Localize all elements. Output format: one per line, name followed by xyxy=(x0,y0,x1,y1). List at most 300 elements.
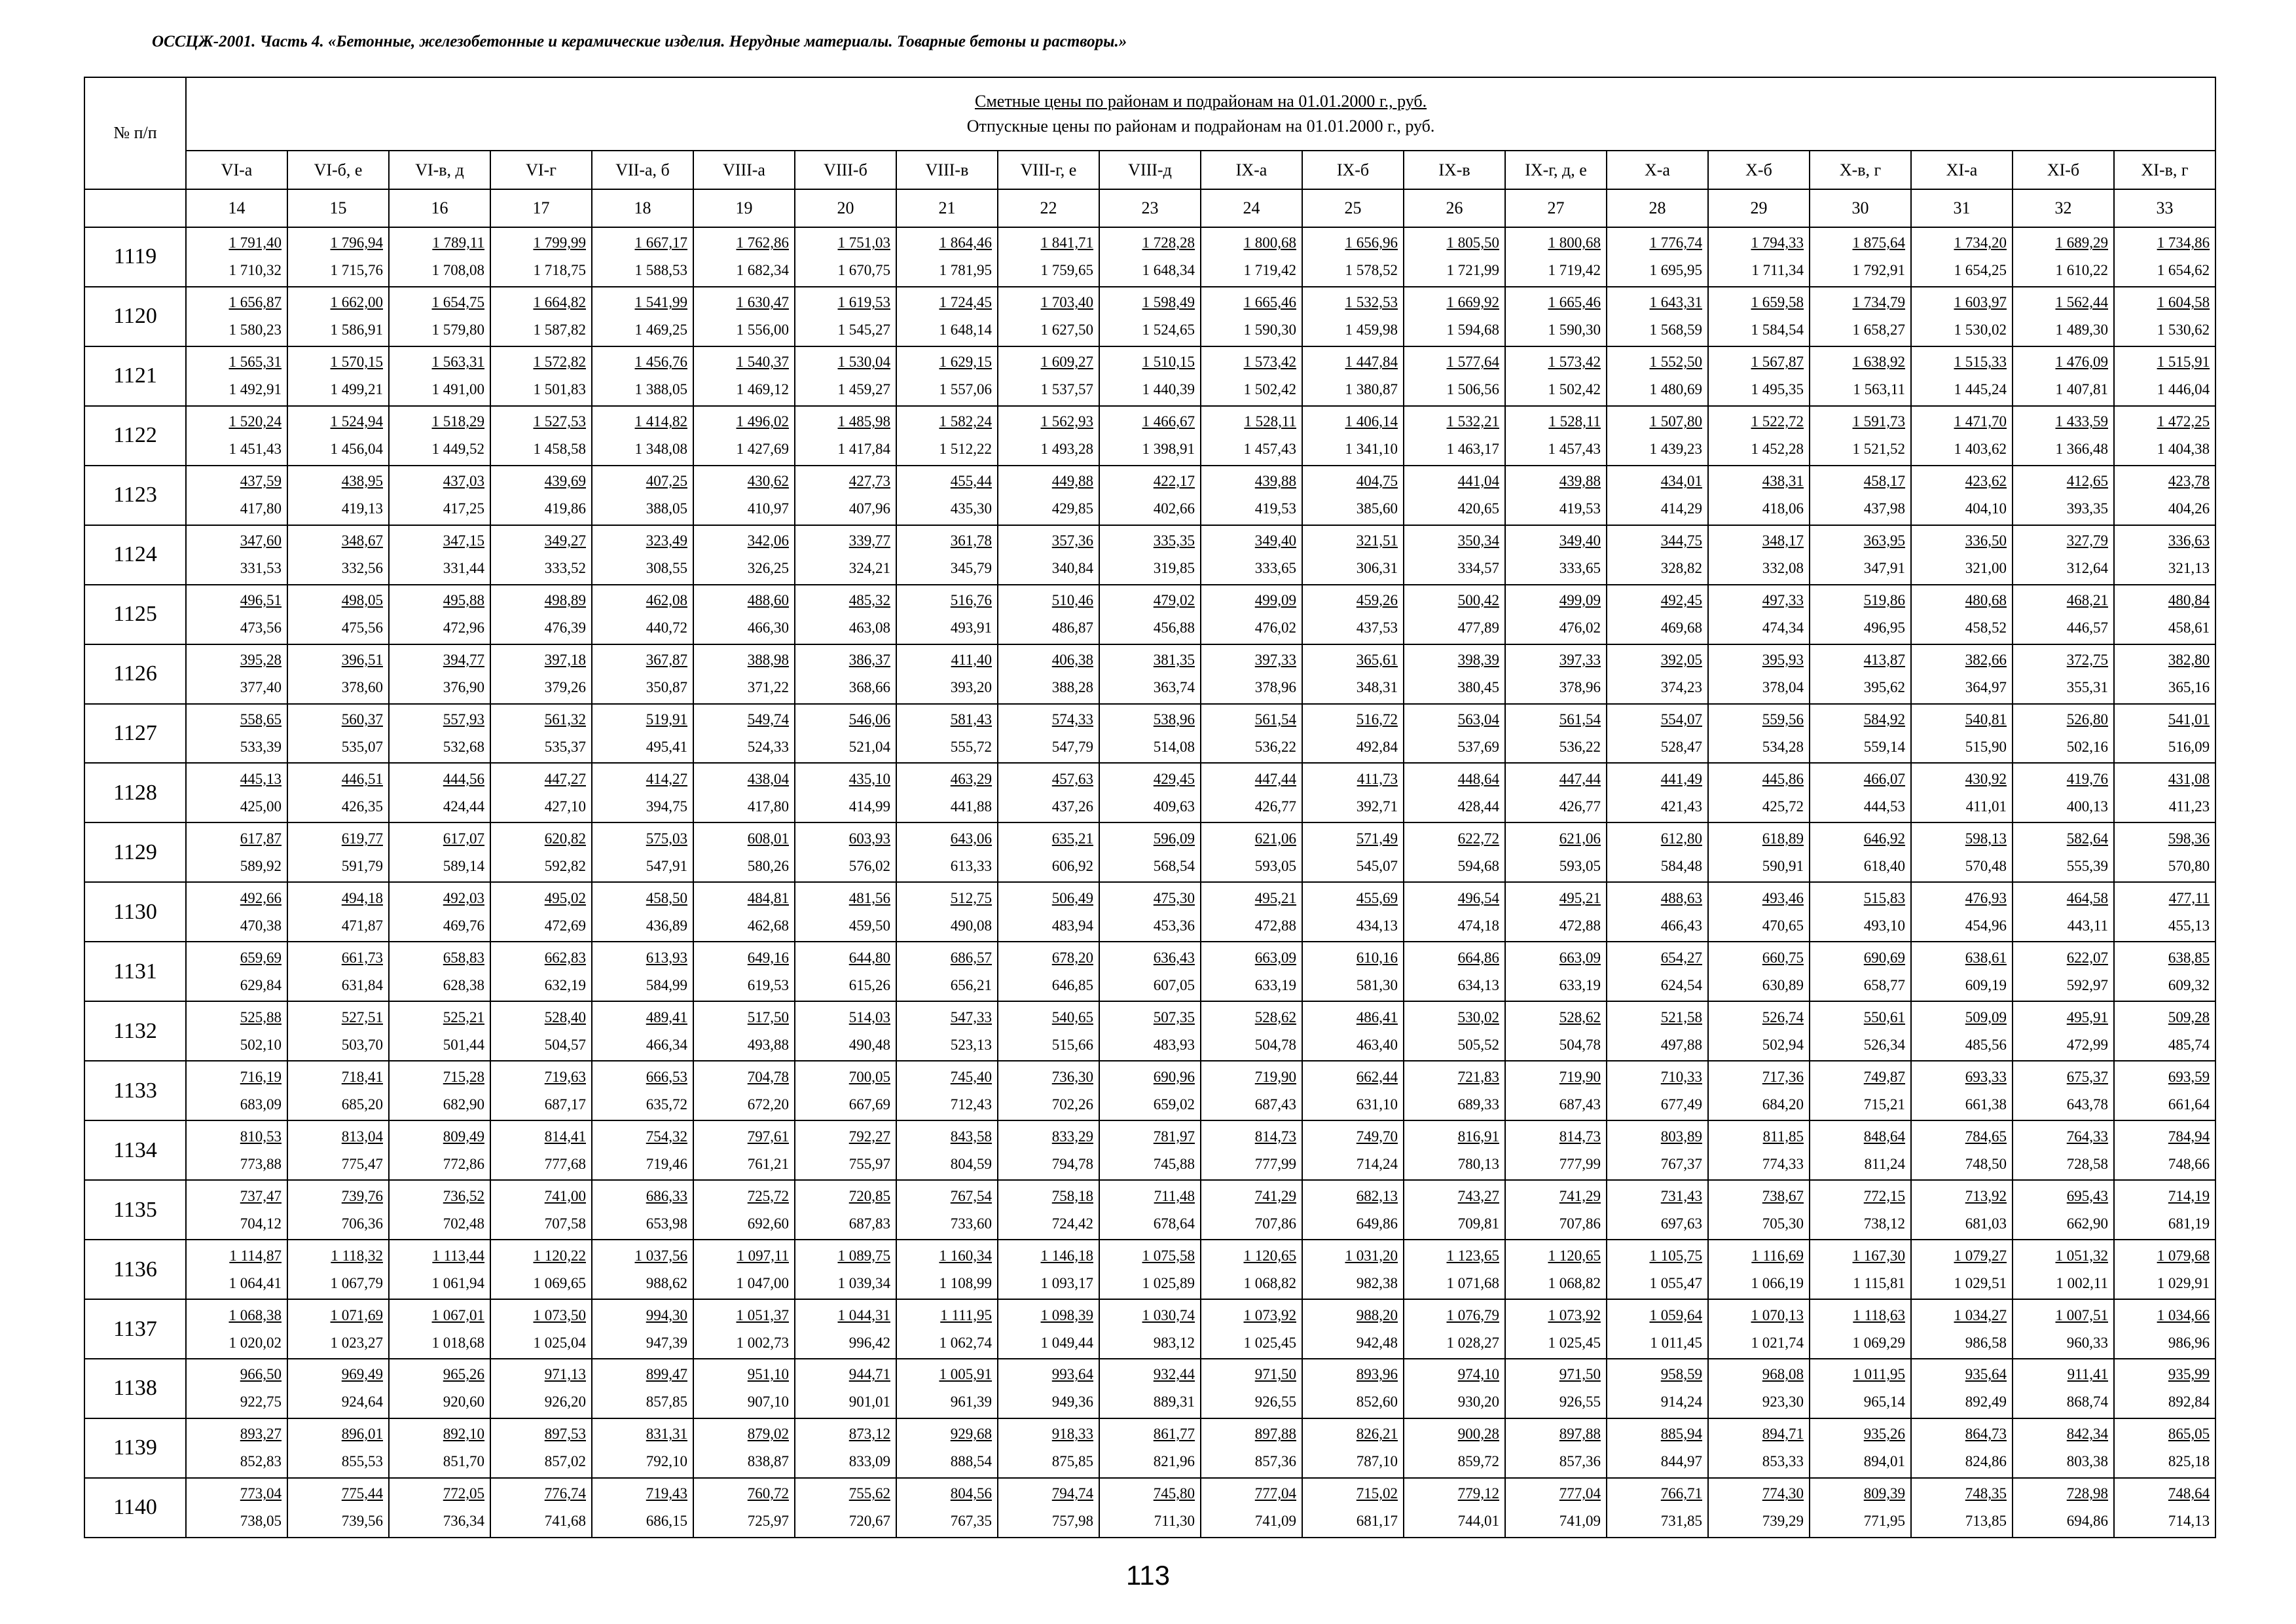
price-cell xyxy=(693,1299,795,1359)
otpusk-price: 1 439,23 xyxy=(1649,441,1702,458)
price-cell xyxy=(592,406,693,466)
smeta-price: 775,44 xyxy=(341,1485,383,1502)
smeta-price: 525,21 xyxy=(443,1008,484,1025)
smeta-price: 485,32 xyxy=(848,592,890,609)
price-cell xyxy=(693,525,795,585)
otpusk-price: 892,49 xyxy=(1965,1393,2007,1411)
price-cell xyxy=(2114,644,2215,704)
otpusk-price: 434,13 xyxy=(1356,917,1398,934)
smeta-price: 1 510,15 xyxy=(1142,354,1195,371)
otpusk-price: 535,07 xyxy=(341,738,383,755)
smeta-price: 900,28 xyxy=(1457,1426,1499,1443)
otpusk-price: 502,10 xyxy=(240,1036,282,1053)
otpusk-price: 590,91 xyxy=(1762,857,1804,874)
otpusk-price: 606,92 xyxy=(1051,857,1093,874)
price-cell xyxy=(186,346,287,406)
price-cell xyxy=(186,1240,287,1299)
otpusk-price: 495,41 xyxy=(646,738,687,755)
otpusk-price: 458,52 xyxy=(1965,619,2007,637)
price-cell xyxy=(2114,406,2215,466)
smeta-price: 464,58 xyxy=(2066,889,2108,906)
price-cell xyxy=(592,1061,693,1120)
price-cell xyxy=(2114,942,2215,1001)
smeta-price: 781,97 xyxy=(1153,1128,1195,1145)
smeta-price: 1 875,64 xyxy=(1852,234,1905,251)
smeta-price: 365,61 xyxy=(1356,652,1398,669)
otpusk-price: 852,83 xyxy=(240,1453,282,1470)
smeta-price: 507,35 xyxy=(1153,1008,1195,1025)
smeta-price: 644,80 xyxy=(848,949,890,966)
smeta-price: 1 669,92 xyxy=(1446,294,1499,311)
row-number: 1140 xyxy=(84,1478,186,1538)
smeta-price: 1 776,74 xyxy=(1649,234,1702,251)
smeta-price: 743,27 xyxy=(1457,1187,1499,1204)
otpusk-price: 804,59 xyxy=(950,1155,992,1172)
smeta-price: 437,03 xyxy=(443,473,484,490)
otpusk-price: 424,44 xyxy=(443,798,484,815)
smeta-price: 1 724,45 xyxy=(939,294,992,311)
smeta-price: 865,05 xyxy=(2168,1426,2210,1443)
otpusk-price: 1 025,04 xyxy=(533,1334,586,1351)
smeta-price: 557,93 xyxy=(443,710,484,728)
column-number: 26 xyxy=(1404,189,1505,227)
price-cell xyxy=(1302,942,1404,1001)
smeta-price: 444,56 xyxy=(443,770,484,787)
smeta-price: 715,02 xyxy=(1356,1485,1398,1502)
price-cell xyxy=(2114,346,2215,406)
smeta-price: 434,01 xyxy=(1660,473,1702,490)
smeta-price: 988,20 xyxy=(1356,1306,1398,1323)
row-number: 1121 xyxy=(84,346,186,406)
otpusk-price: 681,19 xyxy=(2168,1215,2210,1232)
price-cell xyxy=(2114,227,2215,287)
smeta-price: 893,96 xyxy=(1356,1366,1398,1383)
smeta-price: 411,73 xyxy=(1357,770,1398,787)
price-cell xyxy=(693,644,795,704)
otpusk-price: 485,56 xyxy=(1965,1036,2007,1053)
smeta-price: 678,20 xyxy=(1051,949,1093,966)
smeta-price: 547,33 xyxy=(950,1008,992,1025)
otpusk-price: 859,72 xyxy=(1457,1453,1499,1470)
smeta-price: 1 638,92 xyxy=(1852,354,1905,371)
price-cell xyxy=(1099,287,1201,346)
row-number: 1132 xyxy=(84,1001,186,1061)
otpusk-price: 615,26 xyxy=(848,976,890,993)
smeta-price: 755,62 xyxy=(848,1485,890,1502)
price-cell xyxy=(2013,1180,2114,1240)
price-cell xyxy=(795,1418,896,1478)
otpusk-price: 435,30 xyxy=(950,500,992,517)
smeta-price: 571,49 xyxy=(1356,830,1398,847)
smeta-price: 1 805,50 xyxy=(1446,234,1499,251)
price-cell xyxy=(1911,406,2013,466)
otpusk-price: 306,31 xyxy=(1356,560,1398,577)
otpusk-price: 526,34 xyxy=(1863,1036,1905,1053)
price-cell xyxy=(490,227,592,287)
smeta-price: 514,03 xyxy=(848,1008,890,1025)
price-cell xyxy=(1911,346,2013,406)
smeta-price: 1 703,40 xyxy=(1040,294,1093,311)
price-cell xyxy=(389,763,490,822)
otpusk-price: 1 068,82 xyxy=(1548,1274,1601,1291)
smeta-price: 603,93 xyxy=(848,830,890,847)
smeta-price: 495,91 xyxy=(2066,1008,2108,1025)
price-cell xyxy=(998,822,1099,882)
otpusk-price: 388,28 xyxy=(1051,679,1093,696)
price-cell xyxy=(693,822,795,882)
price-cell xyxy=(490,704,592,764)
smeta-price: 971,50 xyxy=(1559,1366,1601,1383)
price-cell xyxy=(1708,406,1810,466)
price-cell xyxy=(1708,1359,1810,1418)
otpusk-price: 1 545,27 xyxy=(837,322,890,339)
price-cell xyxy=(1099,406,1201,466)
price-cell xyxy=(1404,1359,1505,1418)
price-cell xyxy=(998,466,1099,525)
otpusk-price: 411,01 xyxy=(1965,798,2007,815)
smeta-price: 666,53 xyxy=(646,1068,687,1085)
price-cell xyxy=(1607,287,1708,346)
otpusk-price: 476,02 xyxy=(1559,619,1601,637)
otpusk-price: 1 029,51 xyxy=(1954,1274,2007,1291)
price-cell xyxy=(186,585,287,644)
smeta-price: 430,62 xyxy=(747,473,789,490)
price-cell xyxy=(1099,1120,1201,1180)
smeta-price: 1 570,15 xyxy=(330,354,383,371)
smeta-price: 404,75 xyxy=(1356,473,1398,490)
price-cell xyxy=(592,1001,693,1061)
otpusk-price: 333,52 xyxy=(544,560,586,577)
otpusk-price: 463,08 xyxy=(848,619,890,637)
smeta-price: 367,87 xyxy=(646,652,687,669)
price-cell xyxy=(693,1001,795,1061)
otpusk-price: 332,56 xyxy=(341,560,383,577)
otpusk-price: 833,09 xyxy=(848,1453,890,1470)
otpusk-price: 516,09 xyxy=(2168,738,2210,755)
smeta-price: 1 791,40 xyxy=(228,234,282,251)
smeta-price: 1 603,97 xyxy=(1954,294,2007,311)
smeta-price: 1 662,00 xyxy=(330,294,383,311)
smeta-price: 1 044,31 xyxy=(837,1306,890,1323)
smeta-price: 429,45 xyxy=(1153,770,1195,787)
price-cell xyxy=(389,1120,490,1180)
otpusk-price: 1 445,24 xyxy=(1954,381,2007,398)
otpusk-price: 485,74 xyxy=(2168,1036,2210,1053)
price-cell xyxy=(795,942,896,1001)
price-cell xyxy=(1302,644,1404,704)
smeta-price: 357,36 xyxy=(1051,532,1093,549)
price-cell xyxy=(287,763,389,822)
smeta-price: 814,73 xyxy=(1254,1128,1296,1145)
price-cell xyxy=(1911,1120,2013,1180)
otpusk-price: 333,65 xyxy=(1559,560,1601,577)
otpusk-price: 420,65 xyxy=(1457,500,1499,517)
table-row xyxy=(84,466,2215,525)
smeta-price: 499,09 xyxy=(1254,592,1296,609)
price-cell xyxy=(998,525,1099,585)
price-cell xyxy=(1201,525,1302,585)
price-cell xyxy=(490,1061,592,1120)
price-cell xyxy=(1708,882,1810,942)
otpusk-price: 493,10 xyxy=(1863,917,1905,934)
smeta-price: 1 841,71 xyxy=(1040,234,1093,251)
otpusk-price: 394,75 xyxy=(646,798,687,815)
price-cell xyxy=(1810,882,1911,942)
otpusk-price: 949,36 xyxy=(1051,1393,1093,1411)
otpusk-price: 1 457,43 xyxy=(1243,441,1296,458)
smeta-price: 549,74 xyxy=(747,710,789,728)
otpusk-price: 1 682,34 xyxy=(736,262,789,279)
price-cell xyxy=(1911,1180,2013,1240)
price-cell xyxy=(693,287,795,346)
otpusk-price: 514,08 xyxy=(1153,738,1195,755)
otpusk-price: 475,56 xyxy=(341,619,383,637)
table-row xyxy=(84,942,2215,1001)
smeta-price: 441,49 xyxy=(1660,770,1702,787)
row-number: 1123 xyxy=(84,466,186,525)
smeta-price: 1 034,27 xyxy=(1954,1306,2007,1323)
smeta-price: 512,75 xyxy=(950,889,992,906)
smeta-price: 438,31 xyxy=(1762,473,1804,490)
table-row xyxy=(84,1359,2215,1418)
price-cell xyxy=(1505,1240,1607,1299)
otpusk-price: 1 721,99 xyxy=(1446,262,1499,279)
otpusk-price: 1 348,08 xyxy=(634,441,687,458)
smeta-price: 1 120,22 xyxy=(533,1247,586,1264)
otpusk-price: 960,33 xyxy=(2066,1334,2108,1351)
otpusk-price: 505,52 xyxy=(1457,1036,1499,1053)
otpusk-price: 377,40 xyxy=(240,679,282,696)
price-cell xyxy=(592,1359,693,1418)
price-cell xyxy=(592,1120,693,1180)
otpusk-price: 914,24 xyxy=(1660,1393,1702,1411)
smeta-price: 816,91 xyxy=(1457,1128,1499,1145)
smeta-price: 392,05 xyxy=(1660,652,1702,669)
smeta-price: 741,00 xyxy=(544,1187,586,1204)
otpusk-price: 368,66 xyxy=(848,679,890,696)
price-cell xyxy=(693,942,795,1001)
smeta-price: 619,77 xyxy=(341,830,383,847)
price-cell xyxy=(1607,822,1708,882)
otpusk-price: 483,93 xyxy=(1153,1036,1195,1053)
otpusk-price: 811,24 xyxy=(1864,1155,1905,1172)
smeta-price: 395,93 xyxy=(1762,652,1804,669)
otpusk-price: 392,71 xyxy=(1356,798,1398,815)
price-cell xyxy=(2114,1299,2215,1359)
smeta-price: 1 011,95 xyxy=(1853,1366,1905,1383)
price-cell xyxy=(287,1061,389,1120)
otpusk-price: 844,97 xyxy=(1660,1453,1702,1470)
otpusk-price: 996,42 xyxy=(848,1334,890,1351)
otpusk-price: 947,39 xyxy=(646,1334,687,1351)
smeta-price: 519,91 xyxy=(646,710,687,728)
otpusk-price: 1 108,99 xyxy=(939,1274,992,1291)
price-cell xyxy=(1302,1240,1404,1299)
smeta-price: 779,12 xyxy=(1457,1485,1499,1502)
smeta-price: 738,67 xyxy=(1762,1187,1804,1204)
otpusk-price: 687,43 xyxy=(1559,1096,1601,1113)
smeta-price: 617,87 xyxy=(240,830,282,847)
smeta-price: 349,40 xyxy=(1559,532,1601,549)
otpusk-price: 1 451,43 xyxy=(228,441,282,458)
smeta-price: 965,26 xyxy=(443,1366,484,1383)
otpusk-price: 607,05 xyxy=(1153,976,1195,993)
smeta-price: 413,87 xyxy=(1863,652,1905,669)
table-row xyxy=(84,525,2215,585)
smeta-price: 774,30 xyxy=(1762,1485,1804,1502)
price-cell xyxy=(490,1180,592,1240)
smeta-price: 758,18 xyxy=(1051,1187,1093,1204)
row-number: 1128 xyxy=(84,763,186,822)
smeta-price: 1 591,73 xyxy=(1852,413,1905,430)
otpusk-price: 378,96 xyxy=(1559,679,1601,696)
price-cell xyxy=(287,287,389,346)
otpusk-price: 591,79 xyxy=(341,857,383,874)
price-cell xyxy=(2114,1418,2215,1478)
otpusk-price: 1 093,17 xyxy=(1040,1274,1093,1291)
price-cell xyxy=(2013,822,2114,882)
column-number: 21 xyxy=(896,189,998,227)
price-cell xyxy=(795,644,896,704)
smeta-price: 704,78 xyxy=(747,1068,789,1085)
otpusk-price: 838,87 xyxy=(747,1453,789,1470)
smeta-price: 754,32 xyxy=(646,1128,687,1145)
price-cell xyxy=(287,1001,389,1061)
otpusk-price: 1 457,43 xyxy=(1548,441,1601,458)
otpusk-price: 581,30 xyxy=(1356,976,1398,993)
price-cell xyxy=(998,1359,1099,1418)
otpusk-price: 308,55 xyxy=(646,560,687,577)
otpusk-price: 857,36 xyxy=(1254,1453,1296,1470)
smeta-price: 658,83 xyxy=(443,949,484,966)
otpusk-price: 504,78 xyxy=(1254,1036,1296,1053)
price-cell xyxy=(1505,882,1607,942)
otpusk-price: 1 064,41 xyxy=(228,1274,282,1291)
smeta-price: 435,10 xyxy=(848,770,890,787)
region-header: XI-а xyxy=(1911,151,2013,189)
otpusk-price: 426,77 xyxy=(1254,798,1296,815)
smeta-price: 1 751,03 xyxy=(837,234,890,251)
otpusk-price: 570,80 xyxy=(2168,857,2210,874)
price-cell xyxy=(1302,466,1404,525)
otpusk-price: 634,13 xyxy=(1457,976,1499,993)
otpusk-price: 724,42 xyxy=(1051,1215,1093,1232)
price-cell xyxy=(2114,1061,2215,1120)
smeta-price: 1 116,69 xyxy=(1751,1247,1804,1264)
otpusk-price: 926,55 xyxy=(1559,1393,1601,1411)
price-cell xyxy=(1302,406,1404,466)
price-cell xyxy=(998,346,1099,406)
price-cell xyxy=(1607,227,1708,287)
smeta-price: 480,84 xyxy=(2168,592,2210,609)
otpusk-price: 378,96 xyxy=(1254,679,1296,696)
otpusk-price: 748,50 xyxy=(1965,1155,2007,1172)
smeta-price: 1 541,99 xyxy=(634,294,687,311)
price-cell xyxy=(1810,287,1911,346)
smeta-price: 495,88 xyxy=(443,592,484,609)
smeta-price: 784,65 xyxy=(1965,1128,2007,1145)
price-cell xyxy=(287,227,389,287)
smeta-price: 792,27 xyxy=(848,1128,890,1145)
smeta-price: 700,05 xyxy=(848,1068,890,1085)
price-cell xyxy=(186,704,287,764)
smeta-price: 439,88 xyxy=(1559,473,1601,490)
otpusk-price: 761,21 xyxy=(747,1155,789,1172)
otpusk-price: 462,68 xyxy=(747,917,789,934)
price-cell xyxy=(1505,466,1607,525)
smeta-price: 335,35 xyxy=(1153,532,1195,549)
otpusk-price: 458,61 xyxy=(2168,619,2210,637)
otpusk-price: 532,68 xyxy=(443,738,484,755)
price-cell xyxy=(287,585,389,644)
otpusk-price: 1 568,59 xyxy=(1649,322,1702,339)
smeta-price: 477,11 xyxy=(2168,889,2210,906)
smeta-price: 813,04 xyxy=(341,1128,383,1145)
price-cell xyxy=(1302,822,1404,882)
price-cell xyxy=(1607,1299,1708,1359)
column-number: 32 xyxy=(2013,189,2114,227)
smeta-price: 1 565,31 xyxy=(228,354,282,371)
otpusk-price: 444,53 xyxy=(1863,798,1905,815)
smeta-price: 437,59 xyxy=(240,473,282,490)
otpusk-price: 686,15 xyxy=(646,1513,687,1530)
price-cell xyxy=(490,644,592,704)
smeta-price: 584,92 xyxy=(1863,710,1905,728)
price-cell xyxy=(389,882,490,942)
price-cell xyxy=(896,346,998,406)
smeta-price: 660,75 xyxy=(1762,949,1804,966)
price-cell xyxy=(1099,704,1201,764)
price-cell xyxy=(1201,466,1302,525)
otpusk-price: 853,33 xyxy=(1762,1453,1804,1470)
smeta-price: 721,83 xyxy=(1457,1068,1499,1085)
table-row xyxy=(84,882,2215,942)
price-cell xyxy=(389,1180,490,1240)
otpusk-price: 613,33 xyxy=(950,857,992,874)
price-cell xyxy=(287,466,389,525)
otpusk-price: 472,69 xyxy=(544,917,586,934)
otpusk-price: 1 512,22 xyxy=(939,441,992,458)
smeta-price: 1 518,29 xyxy=(431,413,484,430)
price-cell xyxy=(896,644,998,704)
otpusk-price: 803,38 xyxy=(2066,1453,2108,1470)
otpusk-price: 1 427,69 xyxy=(736,441,789,458)
price-cell xyxy=(693,1180,795,1240)
smeta-price: 804,56 xyxy=(950,1485,992,1502)
smeta-price: 831,31 xyxy=(646,1426,687,1443)
column-number: 16 xyxy=(389,189,490,227)
price-cell xyxy=(693,1418,795,1478)
smeta-price: 1 079,68 xyxy=(2157,1247,2210,1264)
otpusk-price: 1 388,05 xyxy=(634,381,687,398)
price-cell xyxy=(1302,227,1404,287)
price-cell xyxy=(186,1359,287,1418)
row-number: 1127 xyxy=(84,704,186,764)
smeta-price: 690,96 xyxy=(1153,1068,1195,1085)
column-number: 31 xyxy=(1911,189,2013,227)
smeta-price: 348,67 xyxy=(341,532,383,549)
table-title-row xyxy=(84,77,2215,151)
price-cell xyxy=(490,942,592,1001)
smeta-price: 526,80 xyxy=(2066,710,2108,728)
otpusk-price: 441,88 xyxy=(950,798,992,815)
otpusk-price: 490,48 xyxy=(848,1036,890,1053)
smeta-price: 662,83 xyxy=(544,949,586,966)
price-cell xyxy=(1201,1180,1302,1240)
price-cell xyxy=(896,287,998,346)
region-header-row xyxy=(84,151,2215,189)
column-number: 28 xyxy=(1607,189,1708,227)
